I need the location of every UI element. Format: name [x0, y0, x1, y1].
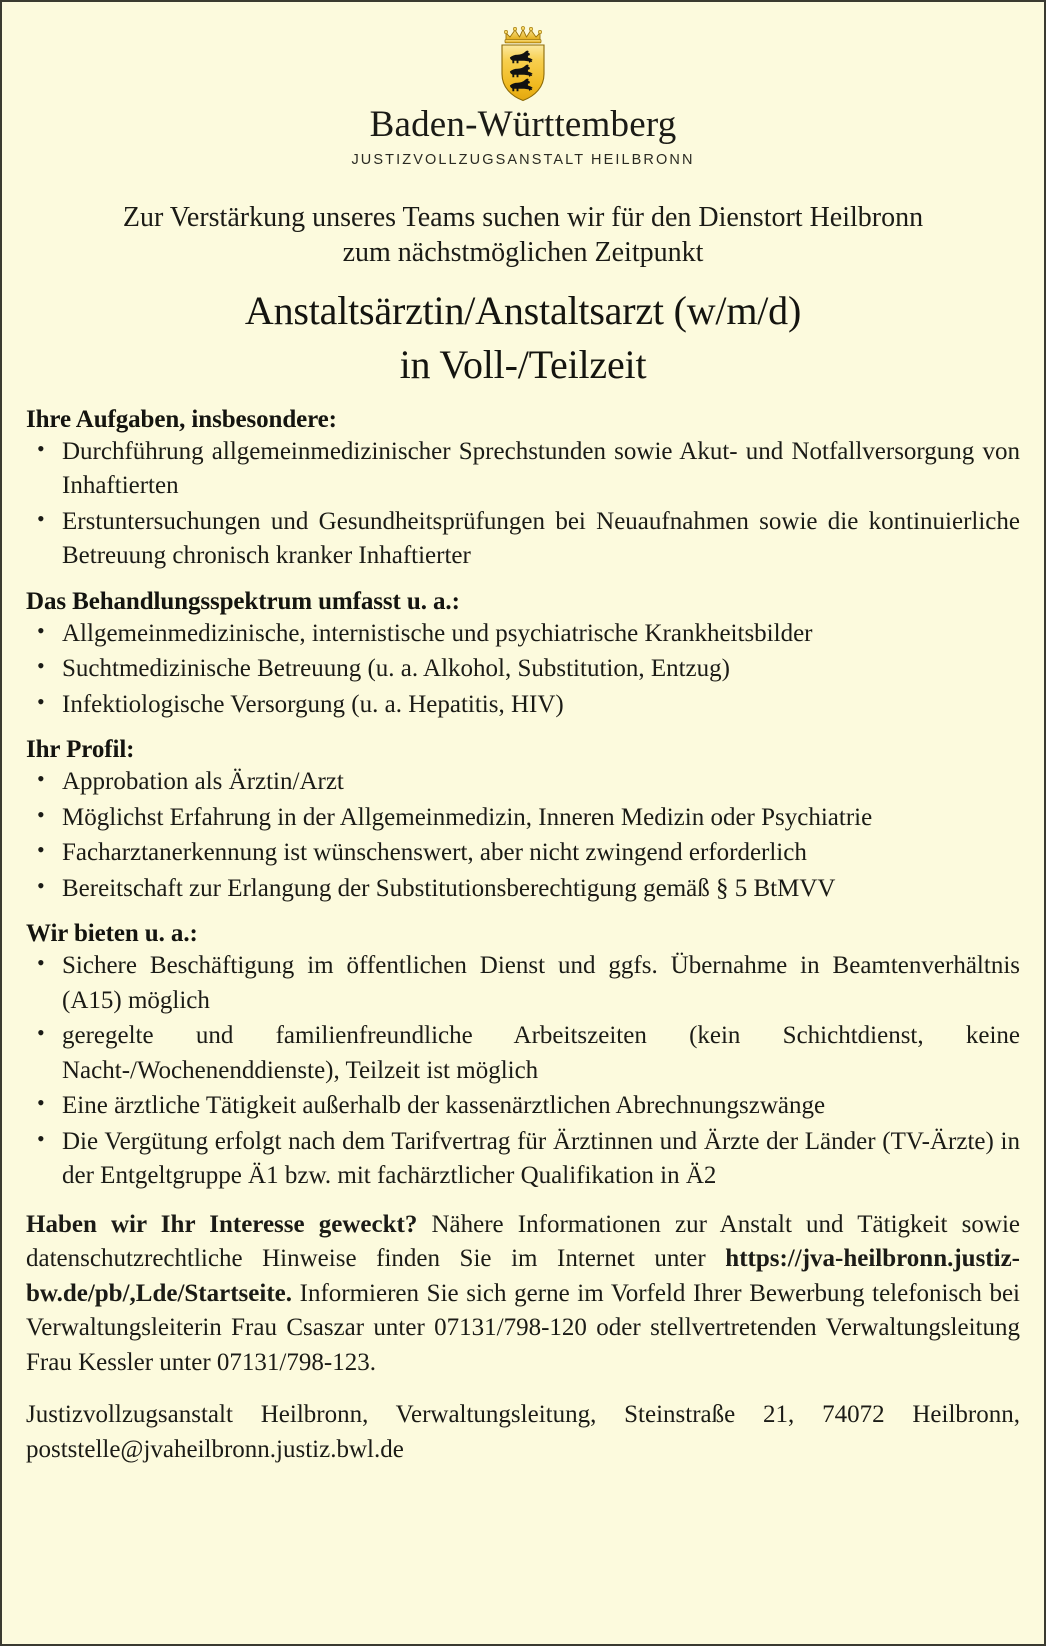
- section-heading: Ihr Profil:: [26, 736, 135, 764]
- section-bullet-list: [26, 617, 1020, 723]
- list-item: • Die Vergütung erfolgt nach dem Tarifvertrag für Ärztinnen und Ärzte der Länder (TV-Ärzte) in der Entgeltgruppe Ä1 bzw. mit fachärztlicher Qualifikation in Ä2: [26, 1125, 1020, 1194]
- list-item: • Infektiologische Versorgung (u. a. Hepatitis, HIV): [26, 688, 1020, 723]
- section-bullet-list: [26, 765, 1020, 906]
- state-name: Baden-Württemberg: [369, 104, 677, 145]
- list-item: • Möglichst Erfahrung in der Allgemeinmedizin, Inneren Medizin oder Psychiatrie: [26, 801, 1020, 836]
- list-item: • Allgemeinmedizinische, internistische und psychiatrische Krankheitsbilder: [26, 617, 1020, 652]
- section-heading: Ihre Aufgaben, insbesondere:: [26, 405, 337, 433]
- interest-question: Haben wir Ihr Interesse geweckt?: [26, 1210, 418, 1238]
- intro-text: [26, 200, 1020, 271]
- header: [26, 24, 1020, 168]
- section-aufgaben: [26, 406, 1020, 574]
- section-wir-bieten: [26, 920, 1020, 1194]
- section-bullet-list: [26, 435, 1020, 574]
- list-item: • geregelte und familienfreundliche Arbeitszeiten (kein Schichtdienst, keine Nacht-/Wochenenddienste), Teilzeit ist möglich: [26, 1019, 1020, 1088]
- list-item: • Bereitschaft zur Erlangung der Substitutionsberechtigung gemäß § 5 BtMVV: [26, 872, 1020, 907]
- list-item: • Durchführung allgemeinmedizinischer Sprechstunden sowie Akut- und Notfallversorgung von Inhaftierten: [26, 435, 1020, 504]
- section-bullet-list: [26, 949, 1020, 1194]
- footer-address: Justizvollzugsanstalt Heilbronn, Verwaltungsleitung, Steinstraße 21, 74072 Heilbronn, poststelle@jvaheilbronn.justiz.bwl.de: [26, 1401, 1020, 1463]
- intro-line-2: zum nächstmöglichen Zeitpunkt: [342, 237, 704, 269]
- section-profil: [26, 736, 1020, 906]
- list-item: • Sichere Beschäftigung im öffentlichen Dienst und ggfs. Übernahme in Beamtenverhältnis (A15) möglich: [26, 949, 1020, 1018]
- job-title-line-1: Anstaltsärztin/Anstaltsarzt (w/m/d): [244, 288, 802, 334]
- list-item: • Approbation als Ärztin/Arzt: [26, 765, 1020, 800]
- website-url[interactable]: https://jva-heilbronn.justiz-bw.de/pb/,Lde/Startseite.: [26, 1245, 1020, 1307]
- closing-text-after-url: Informieren Sie sich gerne im Vorfeld Ihrer Bewerbung telefonisch bei Verwaltungsleiterin Frau Csaszar unter 07131/798-120 oder stellvertretenden Verwaltungsleitung Frau Kessler unter 07131/798-123.: [26, 1279, 1020, 1376]
- section-heading: Wir bieten u. a.:: [26, 920, 198, 948]
- job-title-line-2: in Voll-/Teilzeit: [399, 341, 647, 387]
- closing-text-before-url: Nähere Informationen zur Anstalt und Tätigkeit sowie datenschutzrechtliche Hinweise finden Sie im Internet unter: [26, 1210, 1020, 1273]
- list-item: • Eine ärztliche Tätigkeit außerhalb der kassenärztlichen Abrechnungszwänge: [26, 1089, 1020, 1124]
- closing-paragraph: [26, 1208, 1020, 1381]
- baden-wuerttemberg-coat-of-arms-icon: [492, 24, 554, 102]
- organisation-name: JUSTIZVOLLZUGSANSTALT HEILBRONN: [351, 151, 695, 168]
- section-heading: Das Behandlungsspektrum umfasst u. a.:: [26, 587, 460, 615]
- section-behandlungsspektrum: [26, 588, 1020, 723]
- list-item: • Erstuntersuchungen und Gesundheitsprüfungen bei Neuaufnahmen sowie die kontinuierliche Betreuung chronisch kranker Inhaftierter: [26, 505, 1020, 574]
- list-item: • Facharztanerkennung ist wünschenswert, aber nicht zwingend erforderlich: [26, 836, 1020, 871]
- list-item: • Suchtmedizinische Betreuung (u. a. Alkohol, Substitution, Entzug): [26, 652, 1020, 687]
- intro-line-1: Zur Verstärkung unseres Teams suchen wir für den Dienstort Heilbronn: [122, 201, 924, 233]
- job-title: [26, 284, 1020, 391]
